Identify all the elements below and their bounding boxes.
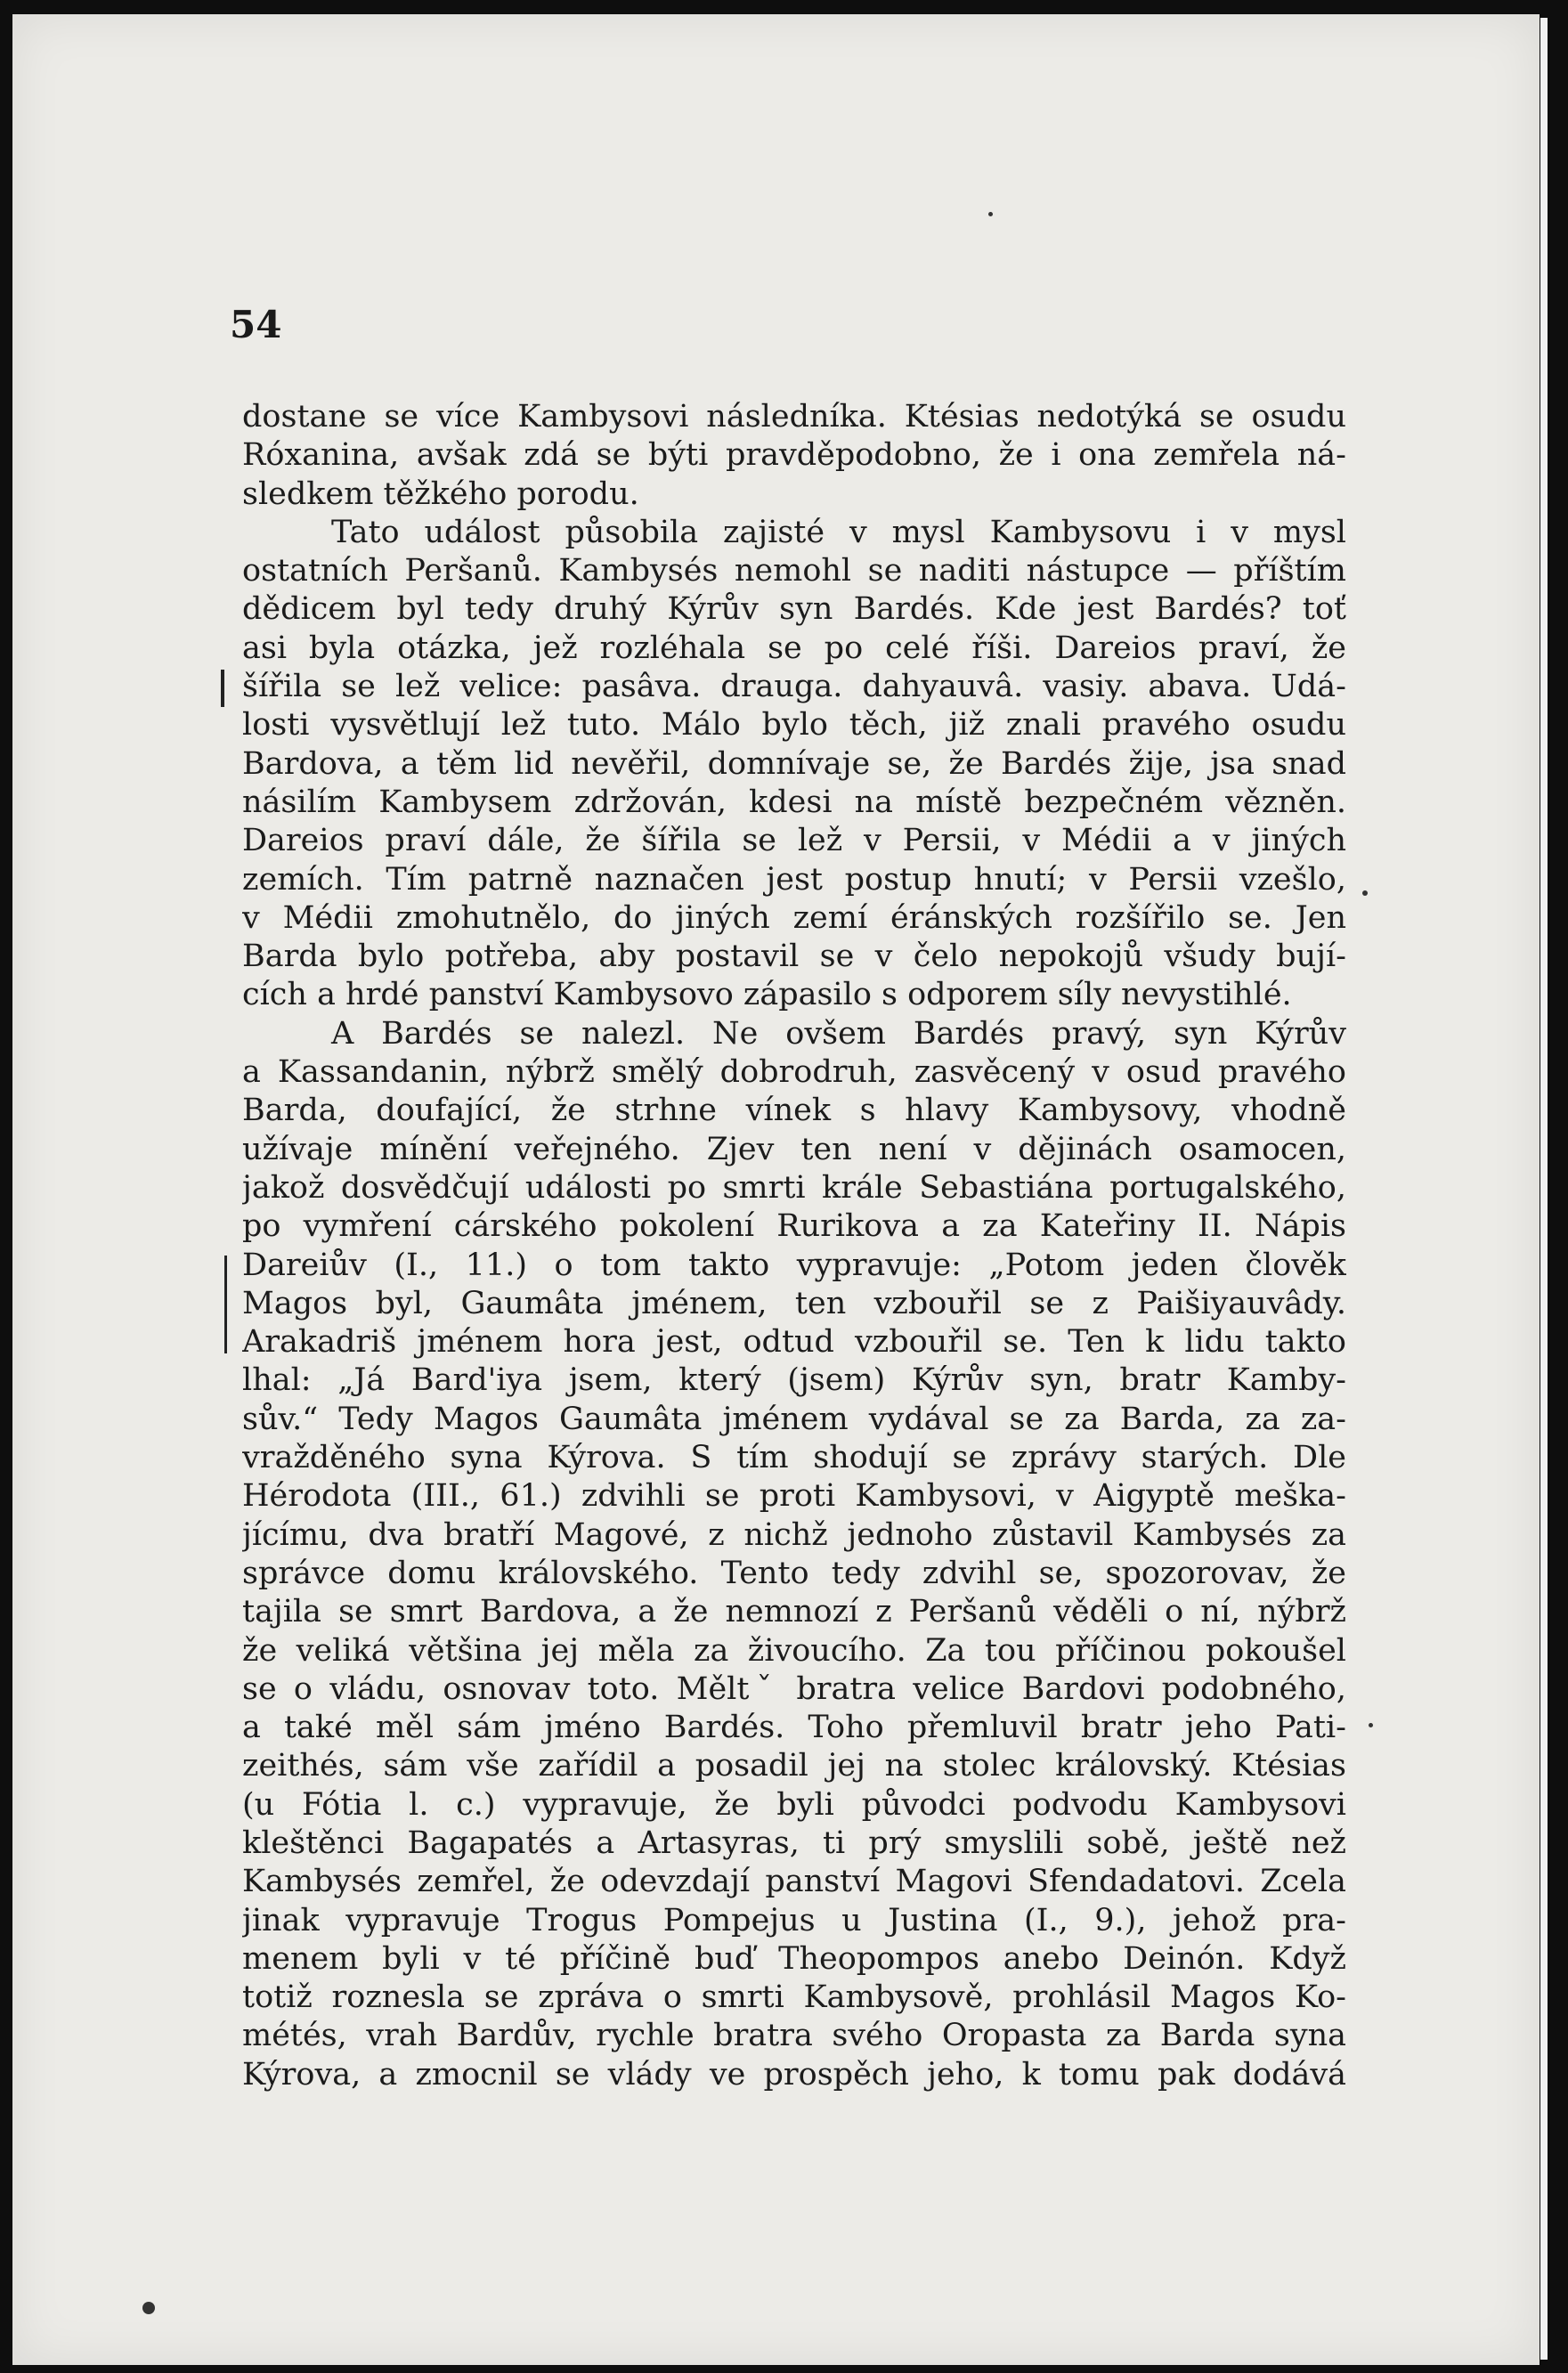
text-line: se o vládu, osnovav toto. Měltˇ bratra velice Bardovi podobného, — [242, 1670, 1346, 1707]
text-line: Kambysés zemřel, že odevzdají panství Magovi Sfendadatovi. Zcela — [242, 1864, 1346, 1900]
text-line: kleštěnci Bagapatés a Artasyras, ti prý smyslili sobě, ještě než — [242, 1824, 1346, 1861]
text-line: menem byli v té příčině buď Theopompos anebo Deinón. Když — [242, 1940, 1346, 1977]
text-line: cích a hrdé panství Kambysovo zápasilo s odporem síly nevystihlé. — [242, 977, 1292, 1013]
text-line: šířila se lež velice: pasâva. drauga. dahyauvâ. vasiy. abava. Udá- — [242, 669, 1346, 705]
text-line: zeithés, sám vše zařídil a posadil jej na stolec královský. Ktésias — [242, 1748, 1346, 1784]
text-line: sledkem těžkého porodu. — [242, 475, 639, 512]
text-line: užívaje mínění veřejného. Zjev ten není v dějinách osamocen, — [242, 1131, 1346, 1167]
text-line: (u Fótia l. c.) vypravuje, že byli původci podvodu Kambysovi — [242, 1786, 1346, 1823]
text-line: Dareios praví dále, že šířila se lež v Persii, v Médii a v jiných — [242, 823, 1346, 859]
text-line: Magos byl, Gaumâta jménem, ten vzbouřil se z Paišiyauvâdy. — [242, 1285, 1346, 1321]
text-line: lhal: „Já Bard'iya jsem, který (jsem) Kýrův syn, bratr Kamby- — [242, 1362, 1346, 1399]
text-line: zemích. Tím patrně naznačen jest postup hnutí; v Persii vzešlo, — [242, 861, 1346, 898]
ink-speck — [1362, 890, 1368, 896]
text-line: ostatních Peršanů. Kambysés nemohl se naditi nástupce — příštím — [242, 553, 1346, 589]
text-line: dostane se více Kambysovi následníka. Ktésias nedotýká se osudu — [242, 399, 1346, 435]
text-line: losti vysvětlují lež tuto. Málo bylo těch, již znali pravého osudu — [242, 707, 1346, 744]
text-line: dědicem byl tedy druhý Kýrův syn Bardés. Kde jest Bardés? toť — [242, 591, 1346, 628]
text-line: Barda bylo potřeba, aby postavil se v čelo nepokojů všudy bují- — [242, 939, 1346, 975]
text-line: Róxanina, avšak zdá se býti pravděpodobno, že i ona zemřela ná- — [242, 437, 1346, 474]
text-line: Bardova, a těm lid nevěřil, domnívaje se, že Bardés žije, jsa snad — [242, 745, 1346, 782]
text-line: Kýrova, a zmocnil se vlády ve prospěch jeho, k tomu pak dodává — [242, 2056, 1346, 2093]
text-line: asi byla otázka, jež rozléhala se po celé říši. Dareios praví, že — [242, 630, 1346, 666]
text-line: a také měl sám jméno Bardés. Toho přemluvil bratr jeho Pati- — [242, 1710, 1346, 1746]
text-line: jícímu, dva bratří Magové, z nichž jednoho zůstavil Kambysés za — [242, 1516, 1346, 1553]
ink-speck — [142, 2302, 155, 2314]
text-line: správce domu královského. Tento tedy zdvihl se, spozorovav, že — [242, 1555, 1346, 1591]
text-line: po vymření cárského pokolení Rurikova a za Kateřiny II. Nápis — [242, 1208, 1346, 1245]
ink-speck — [1369, 1723, 1373, 1727]
text-line: Arakadriš jménem hora jest, odtud vzbouřil se. Ten k lidu takto — [242, 1324, 1346, 1361]
body-text — [242, 398, 1346, 2094]
text-line: jinak vypravuje Trogus Pompejus u Justina (I., 9.), jehož pra- — [242, 1902, 1346, 1938]
text-line: že veliká většina jej měla za živoucího. Za tou příčinou pokoušel — [242, 1632, 1346, 1669]
margin-mark — [221, 670, 224, 707]
text-line: Tato událost působila zajisté v mysl Kambysovu i v mysl — [331, 514, 1346, 550]
text-line: totiž roznesla se zpráva o smrti Kambysově, prohlásil Magos Ko- — [242, 1979, 1346, 2016]
text-line: Dareiův (I., 11.) o tom takto vypravuje: „Potom jeden člověk — [242, 1247, 1346, 1283]
text-line: vražděného syna Kýrova. S tím shodují se zprávy starých. Dle — [242, 1440, 1346, 1476]
text-line: sův.“ Tedy Magos Gaumâta jménem vydával se za Barda, za za- — [242, 1401, 1346, 1437]
text-line: násilím Kambysem zdržován, kdesi na místě bezpečném vězněn. — [242, 784, 1346, 820]
text-line: v Médii zmohutnělo, do jiných zemí éránských rozšířilo se. Jen — [242, 899, 1346, 936]
margin-mark — [224, 1256, 227, 1353]
text-line: tajila se smrt Bardova, a že nemnozí z Peršanů věděli o ní, nýbrž — [242, 1594, 1346, 1630]
text-line: Barda, doufající, že strhne vínek s hlavy Kambysovy, vhodně — [242, 1093, 1346, 1129]
page-edge — [1540, 18, 1548, 2360]
ink-speck — [988, 212, 993, 216]
text-line: métés, vrah Bardův, rychle bratra svého Oropasta za Barda syna — [242, 2018, 1346, 2054]
text-line: A Bardés se nalezl. Ne ovšem Bardés pravý, syn Kýrův — [331, 1015, 1346, 1052]
text-line: Hérodota (III., 61.) zdvihli se proti Kambysovi, v Aigyptě meška- — [242, 1478, 1346, 1515]
text-line: a Kassandanin, nýbrž smělý dobrodruh, zasvěcený v osud pravého — [242, 1054, 1346, 1091]
text-line: jakož dosvědčují události po smrti krále Sebastiána portugalského, — [242, 1169, 1346, 1206]
page-number: 54 — [230, 303, 282, 346]
